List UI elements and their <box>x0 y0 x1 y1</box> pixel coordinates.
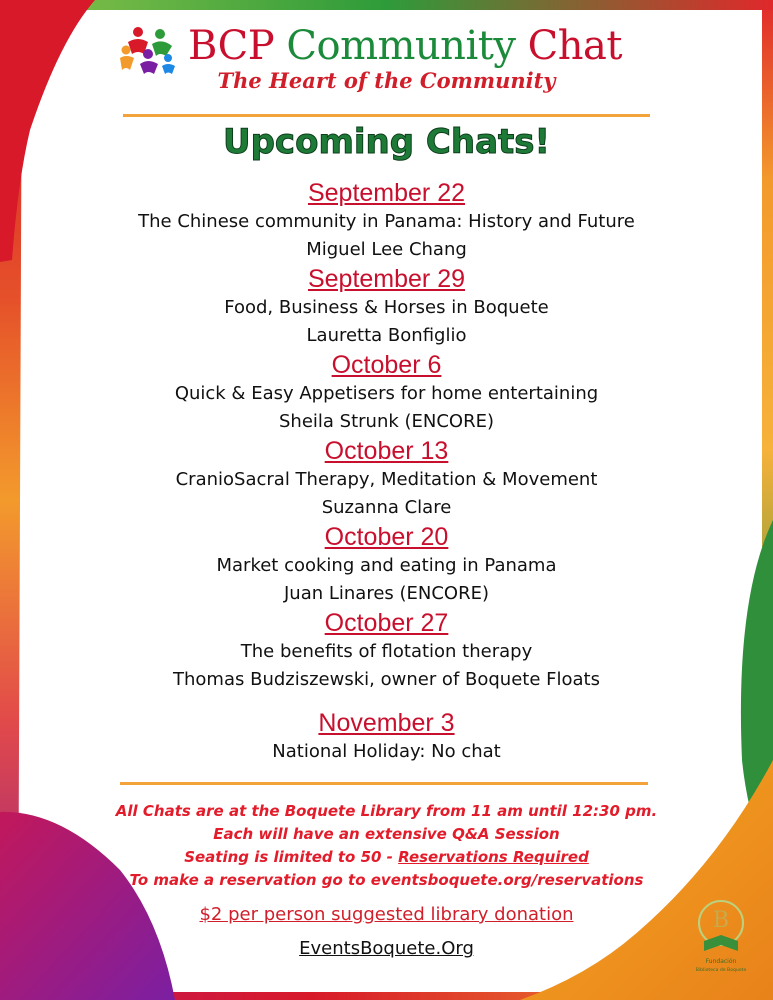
event-date: September 22 <box>307 179 466 207</box>
bottom-divider <box>120 782 648 785</box>
website-link[interactable]: EventsBoquete.Org <box>299 938 474 959</box>
events-list <box>40 178 733 766</box>
qa-session-text: Each will have an extensive Q&A Session <box>213 825 560 843</box>
event-topic: CranioSacral Therapy, Meditation & Movement <box>175 469 598 490</box>
top-divider <box>123 114 650 117</box>
event-speaker: Miguel Lee Chang <box>306 239 467 260</box>
event-speaker: Sheila Strunk (ENCORE) <box>278 411 494 432</box>
location-time-text: All Chats are at the Boquete Library from 11 am until 12:30 pm. <box>115 802 658 820</box>
event-date: November 3 <box>318 709 455 737</box>
logo-letter: B <box>712 908 730 933</box>
event-item <box>40 608 733 694</box>
event-item <box>40 178 733 264</box>
event-item <box>40 522 733 608</box>
event-speaker: Thomas Budziszewski, owner of Boquete Floats <box>173 669 600 690</box>
event-topic: Market cooking and eating in Panama <box>216 555 557 576</box>
seating-text <box>40 846 733 869</box>
title-bcp: BCP <box>188 23 275 69</box>
reservations-required-link[interactable]: Reservations Required <box>398 848 589 866</box>
reservation-instructions-link[interactable]: To make a reservation go to eventsboquete.org/reservations <box>129 871 644 889</box>
event-item <box>40 708 733 766</box>
event-topic: The Chinese community in Panama: History and Future <box>138 211 635 232</box>
event-topic: Quick & Easy Appetisers for home entertaining <box>174 383 599 404</box>
event-date: October 20 <box>324 523 449 551</box>
event-item <box>40 436 733 522</box>
library-foundation-logo <box>690 895 752 977</box>
event-topic: Food, Business & Horses in Boquete <box>224 297 549 318</box>
upcoming-chats-heading: Upcoming Chats! <box>222 122 551 162</box>
event-item <box>40 350 733 436</box>
event-topic: National Holiday: No chat <box>272 741 501 762</box>
poster-header <box>40 12 733 107</box>
poster-content <box>40 0 733 1000</box>
event-date: October 27 <box>324 609 449 637</box>
event-speaker: Suzanna Clare <box>321 497 452 518</box>
event-item <box>40 264 733 350</box>
logo-text-2: Biblioteca de Boquete <box>695 968 747 973</box>
donation-text: $2 per person suggested library donation <box>199 904 574 925</box>
seating-limit-text: Seating is limited to 50 - <box>184 848 399 866</box>
title-community: Community <box>286 23 516 69</box>
event-date: September 29 <box>307 265 466 293</box>
event-date: October 6 <box>331 351 442 379</box>
community-people-icon <box>118 24 176 74</box>
logo-text-1: Fundación <box>705 958 737 965</box>
tagline: The Heart of the Community <box>217 68 556 93</box>
event-topic: The benefits of flotation therapy <box>240 641 533 662</box>
title-chat: Chat <box>527 23 622 69</box>
event-speaker: Juan Linares (ENCORE) <box>283 583 490 604</box>
event-date: October 13 <box>324 437 449 465</box>
event-details <box>40 800 733 962</box>
event-speaker: Lauretta Bonfiglio <box>306 325 467 346</box>
poster-title <box>188 22 622 70</box>
